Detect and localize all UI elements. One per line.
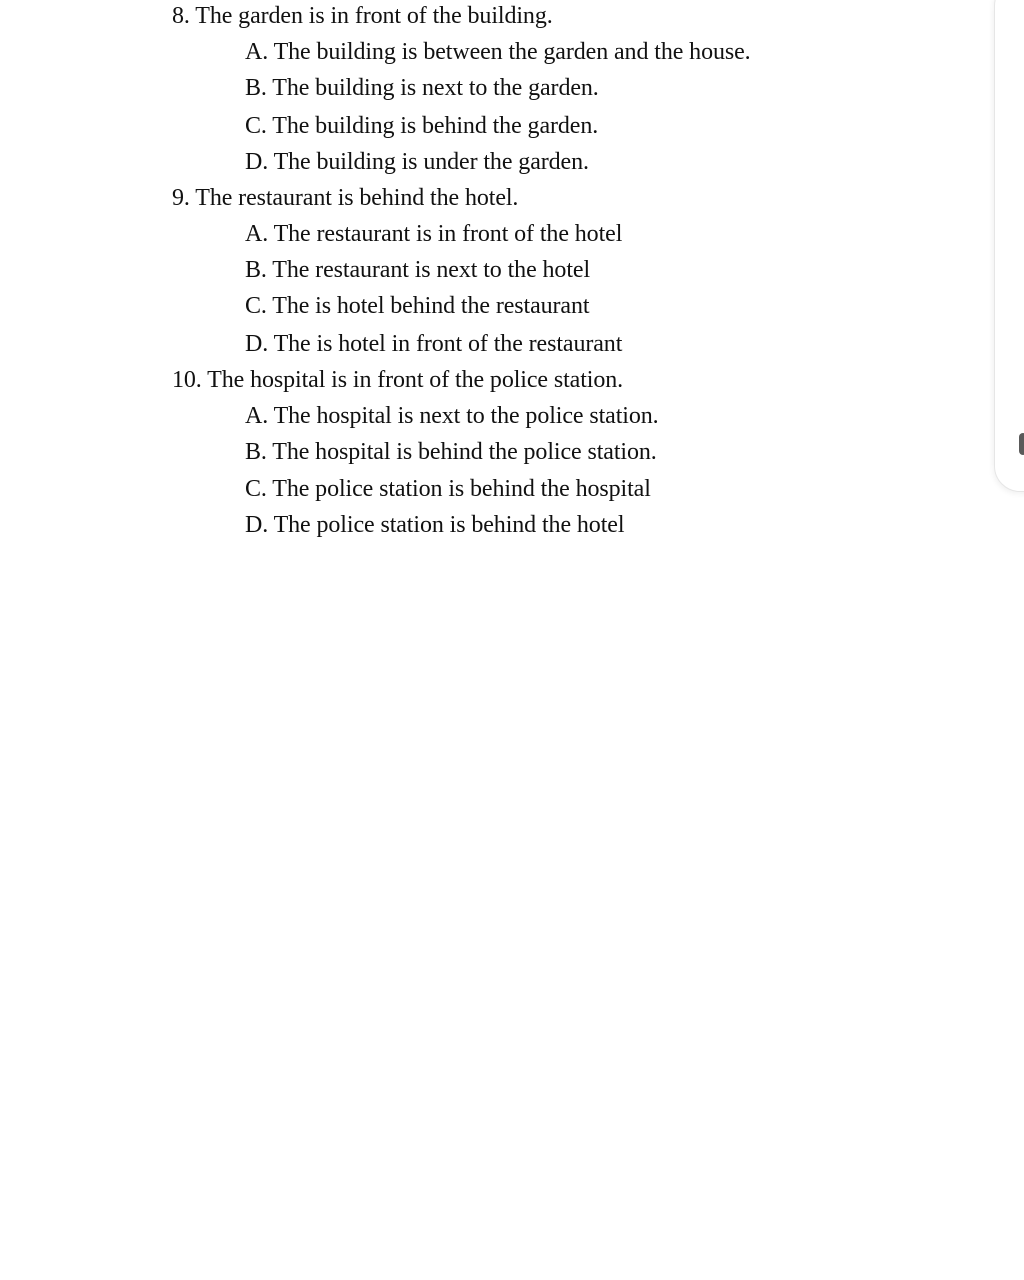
side-drawer-panel[interactable] [994, 0, 1024, 492]
answer-option: B. The building is next to the garden. [245, 75, 599, 101]
answer-option: A. The restaurant is in front of the hotel [245, 221, 623, 247]
question-stem: 10. The hospital is in front of the police station. [172, 367, 624, 393]
question-stem: 8. The garden is in front of the building. [172, 3, 553, 29]
question-stem: 9. The restaurant is behind the hotel. [172, 185, 519, 211]
answer-option: C. The building is behind the garden. [245, 113, 599, 139]
drawer-handle[interactable] [1019, 433, 1024, 455]
answer-option: A. The building is between the garden and the house. [245, 39, 751, 65]
answer-option: D. The building is under the garden. [245, 149, 589, 175]
answer-option: C. The police station is behind the hospital [245, 476, 651, 502]
answer-option: B. The hospital is behind the police station. [245, 439, 657, 465]
answer-option: A. The hospital is next to the police station. [245, 403, 659, 429]
answer-option: D. The police station is behind the hotel [245, 512, 625, 538]
answer-option: C. The is hotel behind the restaurant [245, 293, 590, 319]
answer-option: D. The is hotel in front of the restaurant [245, 331, 623, 357]
answer-option: B. The restaurant is next to the hotel [245, 257, 591, 283]
